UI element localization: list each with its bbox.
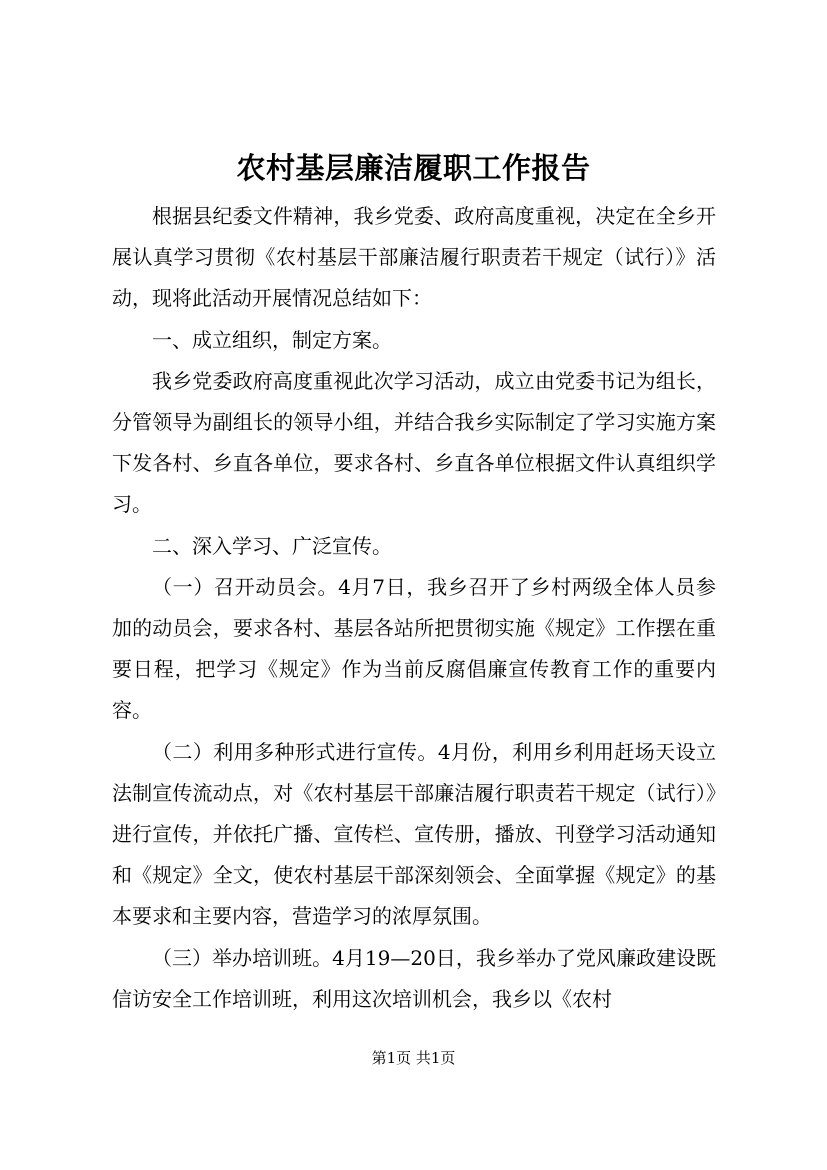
section-heading-2: 二、深入学习、广泛宣传。	[152, 533, 392, 558]
section-heading-1: 一、成立组织，制定方案。	[152, 327, 392, 352]
paragraph-item-1: （一）召开动员会。4月7日，我乡召开了乡村两级全体人员参加的动员会，要求各村、基层各站所把贯彻实施《规定》工作摆在重要日程，把学习《规定》作为当前反腐倡廉宣传教育工作的重要内容。	[112, 574, 716, 723]
page-number-footer: 第1页 共1页	[371, 1049, 456, 1067]
paragraph-section-1: 我乡党委政府高度重视此次学习活动，成立由党委书记为组长，分管领导为副组长的领导小组，并结合我乡实际制定了学习实施方案下发各村、乡直各单位，要求各村、乡直各单位根据文件认真组织学习。	[112, 368, 716, 517]
paragraph-item-3: （三）举办培训班。4月19—20日，我乡举办了党风廉政建设既信访安全工作培训班，利用这次培训机会，我乡以《农村	[112, 945, 716, 1011]
paragraph-item-2: （二）利用多种形式进行宣传。4月份，利用乡利用赶场天设立法制宣传流动点，对《农村基层干部廉洁履行职责若干规定（试行）》进行宣传，并依托广播、宣传栏、宣传册，播放、刊登学习活动通知和《规定》全文，使农村基层干部深刻领会、全面掌握《规定》的基本要求和主要内容，营造学习的浓厚氛围。	[112, 739, 716, 929]
document-body	[112, 196, 716, 1020]
paragraph-intro: 根据县纪委文件精神，我乡党委、政府高度重视，决定在全乡开展认真学习贯彻《农村基层干部廉洁履行职责若干规定（试行）》活动，现将此活动开展情况总结如下：	[112, 204, 716, 311]
document-title: 农村基层廉洁履职工作报告	[236, 151, 591, 185]
